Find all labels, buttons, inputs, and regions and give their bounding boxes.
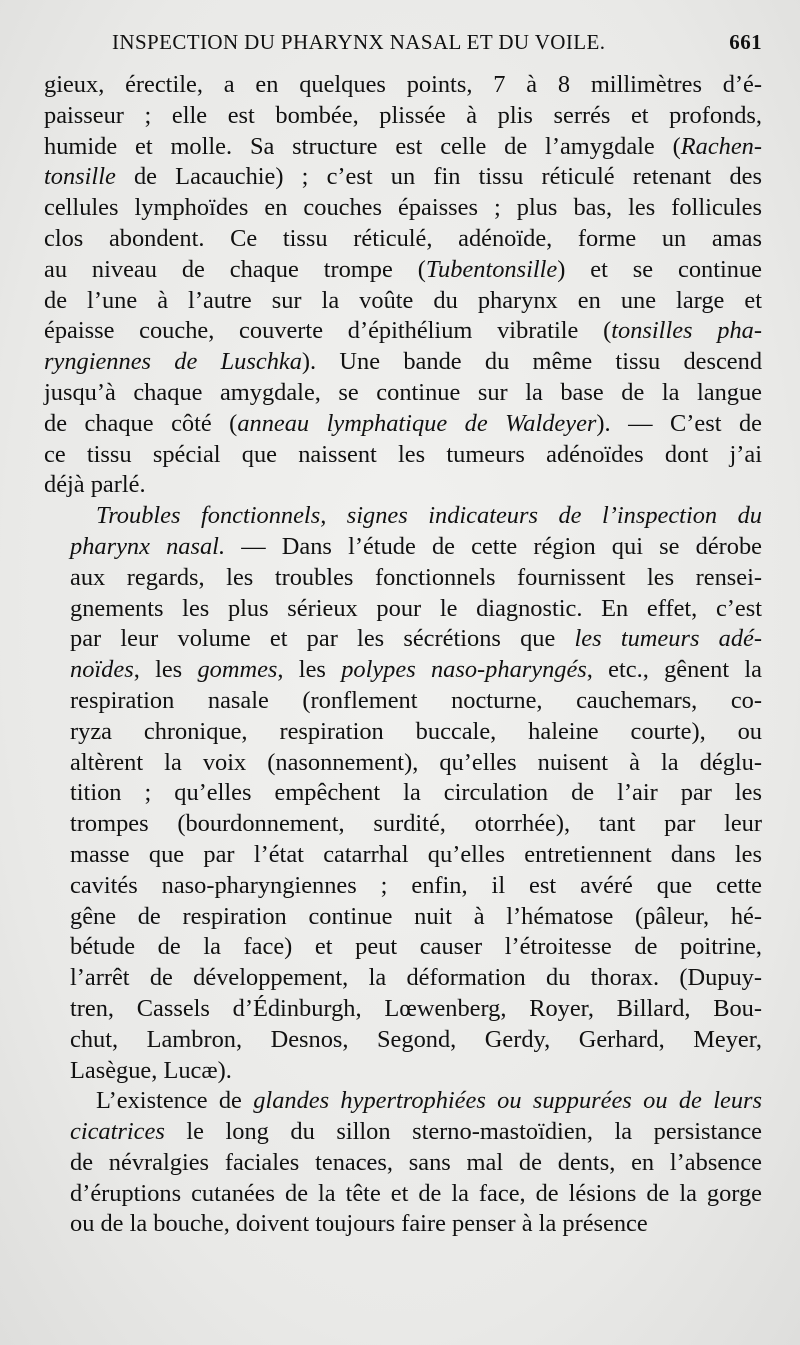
- text-line: [44, 224, 762, 255]
- text-line: [44, 963, 762, 994]
- text-line: [44, 809, 762, 840]
- text-run: ). — C’est de: [596, 409, 762, 437]
- text-line: [44, 70, 762, 101]
- text-run: , etc., gênent la: [586, 656, 763, 684]
- italic-text: Tubentonsille: [425, 255, 558, 283]
- text-run: de névralgies faciales tenaces, sans mal de dents, en l’absence: [70, 1148, 762, 1176]
- text-run: , les: [133, 656, 198, 684]
- text-line: [44, 686, 762, 717]
- text-run: de chaque côté (: [44, 409, 238, 437]
- italic-text: tonsilles pha-: [611, 317, 762, 345]
- text-run: paisseur ; elle est bombée, plissée à plis serrés et profonds,: [44, 101, 762, 129]
- italic-text: gommes: [197, 656, 278, 684]
- text-run: — Dans l’étude de cette région qui se dérobe: [225, 532, 762, 560]
- text-line: [44, 286, 762, 317]
- italic-text: cicatrices: [70, 1118, 165, 1146]
- paragraph-glands: [44, 1086, 762, 1240]
- italic-text: les tumeurs adé-: [574, 625, 762, 653]
- italic-text: ryngiennes de Luschka: [44, 348, 302, 376]
- italic-text: polypes naso-pharyngés: [341, 656, 587, 684]
- text-run: gieux, érectile, a en quelques points, 7 à 8 millimètres d’é-: [44, 71, 762, 98]
- text-line: [44, 532, 762, 563]
- text-run: trompes (bourdonnement, surdité, otorrhée), tant par leur: [70, 810, 762, 838]
- italic-text: tonsille: [44, 163, 116, 191]
- text-run: gêne de respiration continue nuit à l’hématose (pâleur, hé-: [70, 902, 762, 930]
- text-line: [44, 1117, 762, 1148]
- italic-text: noïdes: [70, 656, 134, 684]
- text-run: au niveau de chaque trompe (: [44, 255, 426, 283]
- text-line: [44, 132, 762, 163]
- italic-text: pharynx nasal.: [70, 532, 226, 560]
- text-line: [44, 778, 762, 809]
- text-line: [44, 902, 762, 933]
- text-run: ) et se continue: [557, 255, 762, 283]
- text-run: respiration nasale (ronflement nocturne, cauchemars, co-: [70, 686, 762, 714]
- text-run: gnements les plus sérieux pour le diagnostic. En effet, c’est: [70, 594, 762, 622]
- text-line: [44, 563, 762, 594]
- text-run: aux regards, les troubles fonctionnels fournissent les rensei-: [70, 563, 762, 591]
- text-line: [44, 193, 762, 224]
- text-run: de Lacauchie) ; c’est un fin tissu réticulé retenant des: [115, 163, 762, 191]
- text-line: [44, 748, 762, 779]
- text-run: cellules lymphoïdes en couches épaisses ; plus bas, les follicules: [44, 194, 762, 222]
- text-line: [44, 162, 762, 193]
- text-line: [44, 501, 762, 532]
- text-line: [44, 1086, 762, 1117]
- text-run: L’existence de: [96, 1087, 254, 1115]
- text-line: [44, 655, 762, 686]
- text-run: déjà parlé.: [44, 471, 146, 499]
- text-run: jusqu’à chaque amygdale, se continue sur la base de la langue: [44, 378, 762, 406]
- text-run: ). Une bande du même tissu descend: [301, 348, 763, 376]
- text-run: ryza chronique, respiration buccale, haleine courte), ou: [70, 717, 762, 745]
- text-line: [44, 101, 762, 132]
- page-number: 661: [729, 30, 762, 54]
- text-line: [44, 1056, 762, 1087]
- text-line: [44, 994, 762, 1025]
- text-line: [44, 255, 762, 286]
- paragraph-lymphoid-tissue: [44, 70, 762, 501]
- text-run: tren, Cassels d’Édinburgh, Lœwenberg, Royer, Billard, Bou-: [70, 994, 762, 1022]
- text-line: [44, 409, 762, 440]
- text-run: ou de la bouche, doivent toujours faire penser à la présence: [70, 1210, 648, 1238]
- text-line: [44, 440, 762, 471]
- text-run: l’arrêt de développement, la déformation du thorax. (Dupuy-: [70, 964, 762, 992]
- text-run: par leur volume et par les sécrétions que: [70, 625, 575, 653]
- text-line: [44, 1209, 762, 1240]
- text-run: humide et molle. Sa structure est celle de l’amygdale (: [44, 132, 681, 160]
- text-run: d’éruptions cutanées de la tête et de la face, de lésions de la gorge: [70, 1179, 762, 1207]
- text-line: [44, 1025, 762, 1056]
- page-header: [112, 30, 762, 64]
- body-text: [44, 70, 762, 1240]
- text-line: [44, 871, 762, 902]
- italic-text: Troubles fonctionnels, signes indicateurs de l’inspection du: [96, 502, 762, 530]
- italic-text: Rachen-: [680, 132, 762, 160]
- text-line: [44, 378, 762, 409]
- text-line: [44, 840, 762, 871]
- text-run: bétude de la face) et peut causer l’étroitesse de poitrine,: [70, 933, 762, 961]
- text-line: [44, 594, 762, 625]
- text-line: [44, 932, 762, 963]
- text-run: chut, Lambron, Desnos, Segond, Gerdy, Gerhard, Meyer,: [70, 1025, 762, 1053]
- text-line: [44, 1148, 762, 1179]
- text-run: clos abondent. Ce tissu réticulé, adénoïde, forme un amas: [44, 224, 762, 252]
- italic-text: glandes hypertrophiées ou suppurées ou de leurs: [253, 1087, 762, 1115]
- text-run: cavités naso-pharyngiennes ; enfin, il est avéré que cette: [70, 871, 762, 899]
- text-run: épaisse couche, couverte d’épithélium vibratile (: [44, 317, 612, 345]
- text-run: tition ; qu’elles empêchent la circulation de l’air par les: [70, 779, 762, 807]
- text-line: [44, 717, 762, 748]
- text-run: altèrent la voix (nasonnement), qu’elles nuisent à la déglu-: [70, 748, 762, 776]
- italic-text: anneau lymphatique de Waldeyer: [237, 409, 597, 437]
- text-line: [44, 316, 762, 347]
- text-run: ce tissu spécial que naissent les tumeurs adénoïdes dont j’ai: [44, 440, 762, 468]
- text-run: Lasègue, Lucæ).: [70, 1056, 232, 1084]
- text-run: masse que par l’état catarrhal qu’elles entretiennent dans les: [70, 840, 762, 868]
- text-run: de l’une à l’autre sur la voûte du pharynx en une large et: [44, 286, 762, 314]
- running-title: INSPECTION DU PHARYNX NASAL ET DU VOILE.: [112, 30, 606, 54]
- text-line: [44, 624, 762, 655]
- text-line: [44, 1179, 762, 1210]
- text-line: [44, 470, 762, 501]
- paragraph-functional-troubles: [44, 501, 762, 1086]
- text-run: le long du sillon sterno-mastoïdien, la persistance: [164, 1118, 762, 1146]
- text-run: , les: [277, 656, 342, 684]
- text-line: [44, 347, 762, 378]
